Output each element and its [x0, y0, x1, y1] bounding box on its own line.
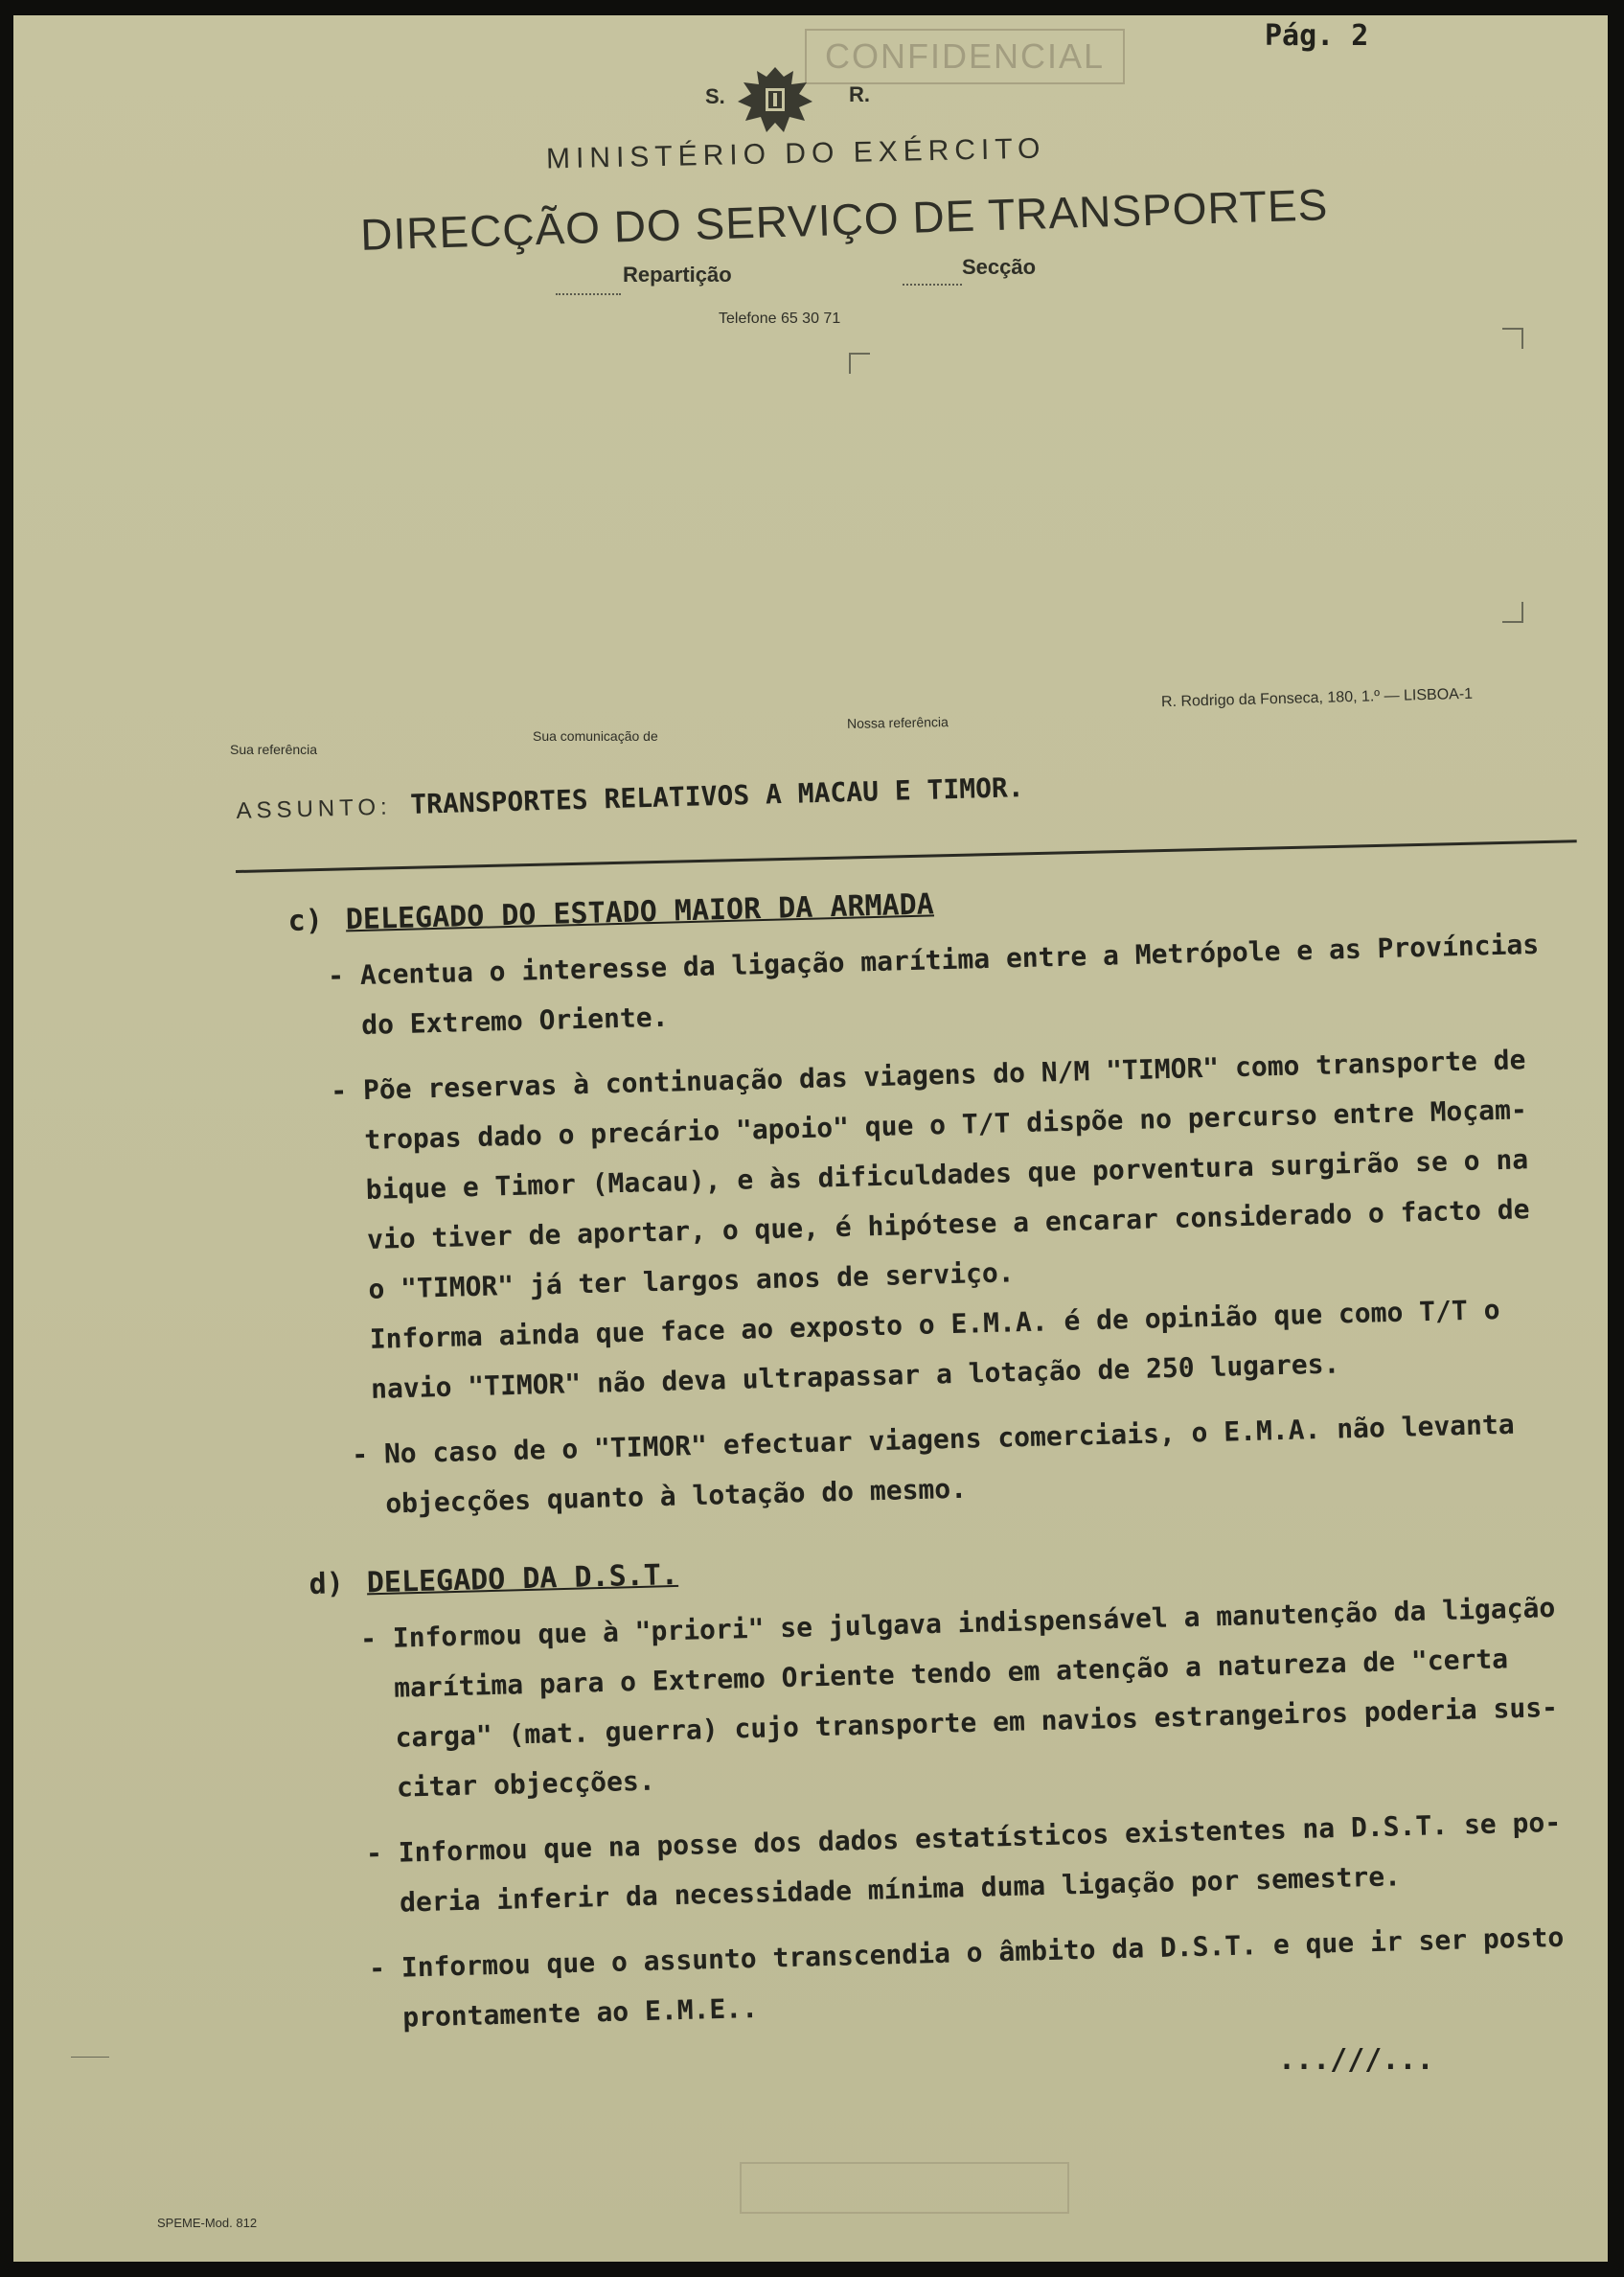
text-line: o "TIMOR" já ter largos anos de serviço. [335, 1256, 1015, 1306]
text-line: - Põe reservas à continuação das viagens do N/M "TIMOR" como transporte de [330, 1044, 1526, 1107]
section-d-marker: d) [309, 1567, 345, 1601]
ministry-title: MINISTÉRIO DO EXÉRCITO [545, 132, 1046, 175]
text-line: citar objecções. [363, 1764, 656, 1805]
text-line: bique e Timor (Macau), e às dificuldades que porventura surgirão se o na [332, 1143, 1529, 1207]
text-line: - Informou que na posse dos dados estatísticos existentes na D.S.T. se po- [365, 1806, 1562, 1870]
telephone: Telefone 65 30 71 [719, 310, 841, 327]
confidential-stamp: CONFIDENCIAL [805, 29, 1125, 84]
assunto-text: TRANSPORTES RELATIVOS A MACAU E TIMOR. [409, 771, 1025, 820]
text-line: Informa ainda que face ao exposto o E.M.A. é de opinião que como T/T o [336, 1294, 1500, 1356]
address-window-mark-br [1502, 602, 1523, 623]
assunto-line [236, 771, 1024, 825]
text-line: - Informou que à "priori" se julgava indispensável a manutenção da ligação [359, 1591, 1556, 1655]
form-number: SPEME-Mod. 812 [157, 2216, 258, 2230]
page-number: Pág. 2 [1265, 19, 1369, 53]
section-c-item-2 [330, 1035, 1530, 1414]
faded-bottom-stamp [740, 2162, 1069, 2214]
letterhead-r: R. [849, 82, 870, 106]
text-line: do Extremo Oriente. [329, 1000, 669, 1042]
sua-comunicacao-label: Sua comunicação de [533, 728, 658, 744]
assunto-label: ASSUNTO: [236, 794, 393, 824]
address-window-mark-tr [1502, 328, 1523, 349]
document-page [13, 15, 1608, 2262]
text-line: vio tiver de aportar, o que, é hipótese a encarar considerado o facto de [333, 1193, 1530, 1256]
text-line: objecções quanto à lotação do mesmo. [353, 1472, 968, 1521]
sua-referencia-label: Sua referência [230, 742, 318, 757]
continuation-mark: ...///... [1278, 2043, 1434, 2077]
text-line: tropas dado o precário "apoio" que o T/T dispõe no percurso entre Moçam- [332, 1093, 1528, 1157]
reparticao-label: Repartição [623, 263, 732, 287]
section-c-marker: c) [287, 904, 324, 938]
section-d [309, 1528, 1565, 2045]
fold-mark-left [71, 2057, 109, 2058]
text-line: - Acentua o interesse da ligação marítima entre a Metrópole e as Províncias [327, 928, 1540, 992]
section-d-item-1 [359, 1583, 1559, 1813]
section-c [287, 864, 1542, 1531]
section-c-item-3 [352, 1399, 1542, 1530]
text-line: marítima para o Extremo Oriente tendo em atenção a natureza de "certa [361, 1643, 1509, 1705]
address-window-mark-tl [849, 353, 870, 374]
nossa-referencia-label: Nossa referência [846, 714, 949, 731]
section-d-item-3 [368, 1913, 1565, 2043]
coat-of-arms-icon [734, 63, 816, 138]
text-line: - No caso de o "TIMOR" efectuar viagens comerciais, o E.M.A. não levanta [351, 1408, 1516, 1471]
text-line: navio "TIMOR" não deva ultrapassar a lotação de 250 lugares. [338, 1347, 1340, 1406]
seccao-label: Secção [962, 255, 1037, 279]
text-line: deria inferir da necessidade mínima duma ligação por semestre. [366, 1860, 1402, 1920]
directorate-title: DIRECÇÃO DO SERVIÇO DE TRANSPORTES [359, 179, 1329, 260]
text-line: - Informou que o assunto transcendia o âmbito da D.S.T. e que ir ser posto [368, 1920, 1565, 1985]
section-d-heading: DELEGADO DA D.S.T. [366, 1557, 679, 1600]
seccao-dots [903, 284, 962, 286]
section-c-heading: DELEGADO DO ESTADO MAIOR DA ARMADA [345, 887, 935, 937]
section-d-item-2 [365, 1798, 1562, 1928]
text-line: prontamente ao E.M.E.. [370, 1991, 759, 2035]
reparticao-dots [556, 293, 621, 295]
text-line: carga" (mat. guerra) cujo transporte em navios estrangeiros poderia sus- [362, 1690, 1559, 1755]
office-address: R. Rodrigo da Fonseca, 180, 1.º — LISBOA-1 [1160, 685, 1474, 711]
letterhead-s: S. [705, 84, 725, 108]
